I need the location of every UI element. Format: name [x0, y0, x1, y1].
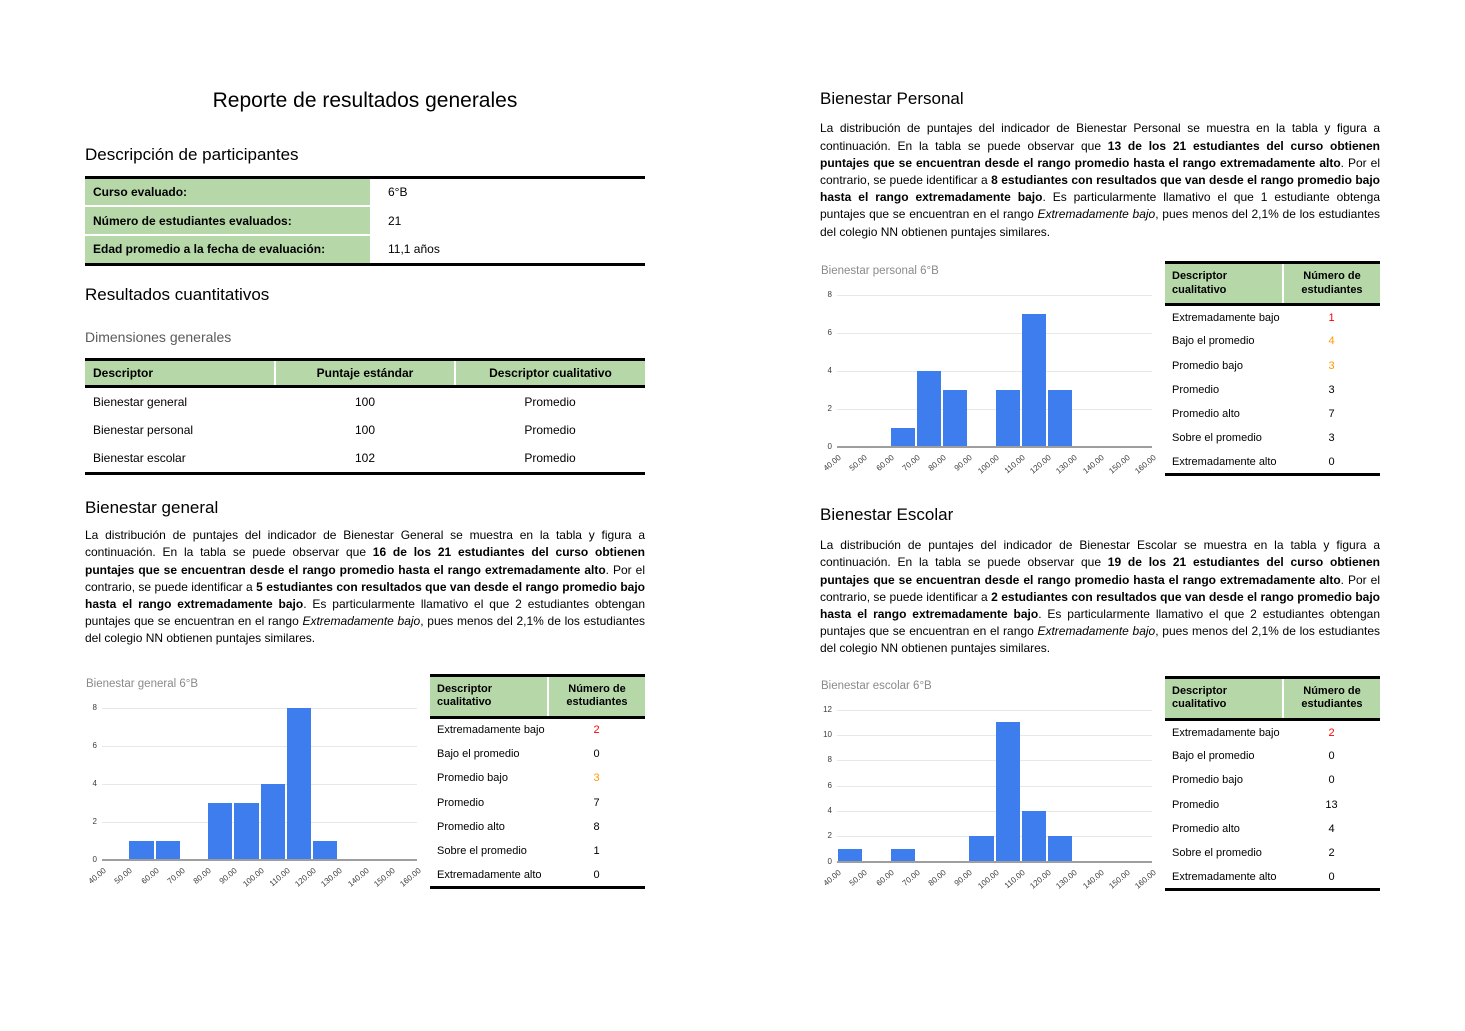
descriptor-label: Promedio alto: [1172, 822, 1240, 835]
distribution-row: [430, 815, 645, 839]
student-count: 13: [1325, 798, 1338, 811]
gridline: [102, 708, 417, 709]
x-axis-tick-label: 90.00: [217, 865, 240, 886]
x-axis-tick-label: 120.00: [1028, 452, 1053, 476]
distribution-table-head: [1165, 677, 1380, 720]
histogram-bar: [234, 803, 258, 860]
distribution-header-row: [430, 675, 645, 718]
y-axis-tick-label: 4: [827, 365, 832, 375]
section-heading-bienestar-escolar: Bienestar Escolar: [820, 504, 954, 524]
dimensions-column-header: Descriptor: [85, 359, 275, 386]
x-axis-tick-label: 140.00: [1080, 867, 1106, 891]
x-axis-tick-label: 50.00: [112, 865, 135, 886]
descriptor-label: Sobre el promedio: [1172, 847, 1262, 860]
student-count: 1: [1328, 311, 1335, 324]
dimensions-table: [85, 358, 645, 475]
x-axis-tick-label: 80.00: [926, 452, 948, 473]
count-column-header: Número de estudiantes: [548, 675, 645, 718]
histogram-bar: [891, 428, 915, 447]
student-count: 4: [1328, 822, 1335, 835]
dimension-name: Bienestar personal: [93, 422, 194, 437]
distribution-row: [1165, 402, 1380, 426]
descriptor-label: Promedio: [437, 796, 485, 809]
x-axis-tick-label: 160.00: [1133, 867, 1158, 891]
participants-value: 21: [388, 213, 402, 228]
report-page-1: [85, 0, 645, 900]
descriptor-label: Extremadamente alto: [437, 868, 542, 881]
y-axis-tick-label: 8: [92, 702, 97, 712]
distribution-row: [1165, 865, 1380, 889]
gridline: [837, 295, 1152, 296]
descriptor-label: Promedio: [1172, 383, 1220, 396]
count-column-header: Número de estudiantes: [1283, 262, 1380, 305]
distribution-row: [1165, 817, 1380, 841]
x-axis-tick-label: 80.00: [926, 867, 948, 888]
student-count: 0: [1328, 774, 1335, 787]
dimensions-column-header: Descriptor cualitativo: [455, 359, 645, 386]
text-run: 16 de los 21 estudiantes del curso obtienen puntajes que se encuentran desde el rango promedio hasta el rango extremadamente alto: [85, 545, 645, 577]
descriptor-label: Extremadamente alto: [1172, 870, 1277, 883]
histogram-bar: [129, 841, 153, 860]
distribution-header-row: [1165, 262, 1380, 305]
descriptor-label: Promedio bajo: [1172, 359, 1243, 372]
distribution-row: [1165, 305, 1380, 329]
distribution-table-escolar: [1165, 676, 1380, 892]
student-count: 1: [593, 845, 600, 858]
y-axis-tick-label: 0: [827, 856, 832, 866]
text-run: Extremadamente bajo: [1037, 207, 1156, 222]
histogram-bar: [1022, 811, 1046, 862]
histogram-bar: [943, 390, 967, 447]
student-count: 0: [1328, 870, 1335, 883]
x-axis-tick-label: 130.00: [319, 865, 345, 889]
text-run: La distribución de puntajes del indicador de Bienestar Escolar se muestra en la tabla y figura a continuación. En la tabla se puede observar que: [820, 538, 1380, 570]
x-axis-tick-label: 150.00: [1107, 452, 1132, 476]
gridline: [837, 409, 1152, 410]
gridline: [102, 746, 417, 747]
participants-value: 11,1 años: [388, 241, 440, 256]
text-run: . Es particularmente llamativo el que 1 estudiante obtenga puntajes que se encuentran en el rango: [820, 190, 1380, 222]
dimensions-row: [85, 444, 645, 473]
y-axis-tick-label: 8: [827, 289, 832, 299]
text-run: 19 de los 21 estudiantes del curso obtienen puntajes que se encuentran desde el rango promedio hasta el rango extremadamente alto: [820, 555, 1380, 587]
x-axis-line: [102, 859, 417, 861]
x-axis-tick-label: 160.00: [1133, 452, 1158, 476]
y-axis-tick-label: 2: [827, 831, 832, 841]
y-axis-tick-label: 10: [823, 729, 832, 739]
x-axis-tick-label: 140.00: [1080, 452, 1106, 476]
dimensions-row: [85, 386, 645, 415]
gridline: [837, 735, 1152, 736]
x-axis-tick-label: 140.00: [345, 865, 371, 889]
dimensions-row: [85, 415, 645, 444]
x-axis-tick-label: 50.00: [847, 867, 870, 888]
text-run: Extremadamente bajo: [1037, 624, 1156, 639]
histogram-bar: [156, 841, 180, 860]
student-count: 2: [1328, 726, 1335, 739]
student-count: 0: [1328, 750, 1335, 763]
distribution-row: [430, 766, 645, 790]
histogram-bar: [208, 803, 232, 860]
report-page-2: [820, 0, 1380, 902]
distribution-row: [430, 718, 645, 742]
dimensions-table-body: [85, 386, 645, 473]
y-axis-tick-label: 12: [823, 704, 832, 714]
x-axis-tick-label: 60.00: [139, 865, 161, 886]
x-axis-tick-label: 70.00: [900, 452, 922, 473]
descriptor-label: Extremadamente bajo: [437, 724, 545, 737]
student-count: 2: [1328, 847, 1335, 860]
x-axis-tick-label: 130.00: [1054, 867, 1080, 891]
section-paragraph-bienestar-general: [85, 527, 645, 647]
text-run: La distribución de puntajes del indicador de Bienestar Personal se muestra en la tabla y figura a continuación. En la tabla se puede observar que: [820, 121, 1380, 153]
dimensions-table-head: [85, 359, 645, 386]
x-axis-tick-label: 90.00: [952, 867, 975, 888]
distribution-row: [1165, 451, 1380, 475]
qualitative-descriptor: Promedio: [524, 451, 576, 466]
text-run: Extremadamente bajo: [302, 614, 421, 629]
distribution-row: [1165, 426, 1380, 450]
distribution-row: [1165, 720, 1380, 744]
section-paragraph-bienestar-escolar: [820, 537, 1380, 657]
histogram-bar: [996, 722, 1020, 861]
distribution-table-personal: [1165, 261, 1380, 477]
participants-value: 6°B: [388, 185, 408, 200]
dimensions-column-header: Puntaje estándar: [275, 359, 455, 386]
descriptor-label: Promedio alto: [1172, 408, 1240, 421]
distribution-row: [1165, 378, 1380, 402]
text-run: 13 de los 21 estudiantes del curso obtienen puntajes que se encuentran desde el rango promedio hasta el rango extremadamente alto: [820, 138, 1380, 170]
distribution-row: [1165, 744, 1380, 768]
qualitative-descriptor: Promedio: [524, 394, 576, 409]
histogram-bar: [1022, 314, 1046, 447]
student-count: 0: [593, 748, 600, 761]
distribution-table-head: [430, 675, 645, 718]
x-axis-tick-label: 80.00: [191, 865, 213, 886]
x-axis-tick-label: 70.00: [900, 867, 922, 888]
section-heading-bienestar-general: Bienestar general: [85, 497, 219, 517]
y-axis-tick-label: 0: [827, 441, 832, 451]
descriptor-label: Sobre el promedio: [437, 845, 527, 858]
x-axis-tick-label: 110.00: [1002, 452, 1027, 476]
student-count: 3: [593, 772, 600, 785]
chart-title: Bienestar general 6°B: [86, 677, 199, 690]
chart-row-general: [85, 678, 645, 900]
x-axis-tick-label: 50.00: [847, 452, 870, 473]
count-column-header: Número de estudiantes: [1283, 677, 1380, 720]
descriptor-label: Bajo el promedio: [1172, 335, 1255, 348]
student-count: 3: [1328, 383, 1335, 396]
x-axis-tick-label: 130.00: [1054, 452, 1080, 476]
x-axis-tick-label: 120.00: [293, 865, 318, 889]
descriptor-column-header: Descriptor cualitativo: [430, 675, 548, 718]
student-count: 3: [1328, 359, 1335, 372]
gridline: [837, 811, 1152, 812]
x-axis-tick-label: 100.00: [975, 452, 1001, 476]
y-axis-tick-label: 6: [827, 327, 832, 337]
gridline: [837, 760, 1152, 761]
section-heading-bienestar-personal: Bienestar Personal: [820, 89, 964, 108]
histogram-bar: [313, 841, 337, 860]
student-count: 8: [593, 820, 600, 833]
descriptor-label: Promedio bajo: [437, 772, 508, 785]
histogram-bar: [1048, 390, 1072, 447]
distribution-row: [1165, 329, 1380, 353]
distribution-row: [430, 790, 645, 814]
participants-table: [85, 176, 645, 266]
distribution-row: [430, 839, 645, 863]
x-axis-tick-label: 100.00: [975, 867, 1001, 891]
general-dimensions-heading: Dimensiones generales: [85, 328, 232, 345]
x-axis-tick-label: 60.00: [874, 452, 896, 473]
participants-label: Edad promedio a la fecha de evaluación:: [85, 235, 370, 264]
text-run: . Por el contrario, se puede identificar a: [820, 572, 1380, 604]
text-run: La distribución de puntajes del indicador de Bienestar General se muestra en la tabla y figura a continuación. En la tabla se puede observar que: [85, 528, 645, 560]
participants-row: [85, 177, 645, 206]
text-run: , pues menos del 2,1% de los estudiantes del colegio NN obtienen puntajes similares.: [820, 207, 1380, 239]
descriptor-column-header: Descriptor cualitativo: [1165, 262, 1283, 305]
standard-score: 102: [354, 451, 376, 466]
descriptor-label: Extremadamente bajo: [1172, 726, 1280, 739]
participants-label: Número de estudiantes evaluados:: [85, 206, 370, 235]
gridline: [837, 786, 1152, 787]
x-axis-tick-label: 150.00: [1107, 867, 1132, 891]
x-axis-tick-label: 40.00: [821, 452, 843, 473]
text-run: 2 estudiantes con resultados que van desde el rango promedio bajo hasta el rango extremadamente bajo: [820, 589, 1381, 622]
descriptor-label: Promedio bajo: [1172, 774, 1243, 787]
y-axis-tick-label: 2: [827, 403, 832, 413]
participants-row: [85, 235, 645, 264]
descriptor-column-header: Descriptor cualitativo: [1165, 677, 1283, 720]
dimensions-header-row: [85, 359, 645, 386]
text-run: . Por el contrario, se puede identificar a: [820, 155, 1380, 187]
descriptor-label: Bajo el promedio: [437, 748, 520, 761]
student-count: 4: [1328, 335, 1335, 348]
chart-row-personal: [820, 265, 1380, 487]
histogram-bar: [261, 784, 285, 860]
participants-heading: Descripción de participantes: [85, 145, 299, 165]
distribution-row: [430, 863, 645, 887]
histogram-bienestar-escolar: [820, 680, 1157, 902]
histogram-bar: [917, 371, 941, 447]
distribution-table-body: [1165, 720, 1380, 890]
y-axis-tick-label: 4: [827, 805, 832, 815]
x-axis-line: [837, 861, 1152, 863]
distribution-table-general: [430, 674, 645, 890]
text-run: 5 estudiantes con resultados que van desde el rango promedio bajo hasta el rango extremadamente bajo: [85, 579, 646, 611]
distribution-table-body: [430, 718, 645, 888]
student-count: 2: [593, 724, 600, 737]
descriptor-label: Bajo el promedio: [1172, 750, 1255, 763]
text-run: , pues menos del 2,1% de los estudiantes del colegio NN obtienen puntajes similares.: [820, 624, 1380, 656]
distribution-table-head: [1165, 262, 1380, 305]
histogram-bar: [1048, 836, 1072, 861]
x-axis-line: [837, 446, 1152, 448]
y-axis-tick-label: 2: [92, 816, 97, 826]
y-axis-tick-label: 4: [92, 778, 97, 788]
y-axis-tick-label: 8: [827, 755, 832, 765]
histogram-bar: [996, 390, 1020, 447]
gridline: [837, 333, 1152, 334]
histogram-bienestar-general: [85, 678, 422, 900]
text-run: 8 estudiantes con resultados que van desde el rango promedio bajo hasta el rango extremadamente bajo: [820, 173, 1381, 205]
distribution-row: [1165, 793, 1380, 817]
x-axis-tick-label: 110.00: [267, 865, 292, 888]
histogram-bienestar-personal: [820, 265, 1157, 487]
distribution-table-body: [1165, 305, 1380, 475]
histogram-bar: [287, 708, 311, 860]
histogram-bar: [969, 836, 993, 861]
standard-score: 100: [354, 422, 376, 437]
chart-row-escolar: [820, 680, 1380, 902]
distribution-row: [430, 742, 645, 766]
dimension-name: Bienestar escolar: [93, 451, 186, 466]
student-count: 0: [1328, 455, 1335, 468]
gridline: [837, 371, 1152, 372]
participants-table-body: [85, 177, 645, 264]
x-axis-tick-label: 120.00: [1028, 867, 1053, 891]
text-run: . Es particularmente llamativo el que 2 estudiantes obtengan puntajes que se encuentran en el rango: [85, 596, 645, 629]
x-axis-tick-label: 100.00: [240, 865, 266, 889]
x-axis-tick-label: 60.00: [874, 867, 896, 888]
student-count: 3: [1328, 432, 1335, 445]
quantitative-results-heading: Resultados cuantitativos: [85, 284, 270, 304]
student-count: 7: [1328, 408, 1335, 421]
y-axis-tick-label: 6: [827, 780, 832, 790]
text-run: . Por el contrario, se puede identificar a: [85, 562, 645, 594]
x-axis-tick-label: 160.00: [398, 865, 423, 889]
descriptor-label: Extremadamente alto: [1172, 455, 1277, 468]
report-title: Reporte de resultados generales: [212, 89, 518, 112]
qualitative-descriptor: Promedio: [524, 422, 576, 437]
chart-title: Bienestar personal 6°B: [821, 264, 939, 277]
distribution-row: [1165, 353, 1380, 377]
x-axis-tick-label: 40.00: [86, 865, 108, 886]
x-axis-tick-label: 110.00: [1002, 867, 1027, 890]
x-axis-tick-label: 90.00: [952, 452, 975, 473]
section-paragraph-bienestar-personal: [820, 120, 1380, 240]
student-count: 7: [593, 796, 600, 809]
descriptor-label: Extremadamente bajo: [1172, 311, 1280, 324]
dimension-name: Bienestar general: [93, 394, 188, 409]
distribution-row: [1165, 768, 1380, 792]
text-run: , pues menos del 2,1% de los estudiantes del colegio NN obtienen puntajes similares.: [85, 614, 645, 646]
descriptor-label: Promedio alto: [437, 820, 505, 833]
gridline: [102, 784, 417, 785]
gridline: [837, 710, 1152, 711]
y-axis-tick-label: 0: [92, 854, 97, 864]
x-axis-tick-label: 150.00: [372, 865, 397, 889]
participants-row: [85, 206, 645, 235]
x-axis-tick-label: 40.00: [821, 867, 843, 888]
gridline: [102, 822, 417, 823]
distribution-row: [1165, 841, 1380, 865]
participants-label: Curso evaluado:: [85, 177, 370, 206]
text-run: . Es particularmente llamativo el que 2 estudiantes obtengan puntajes que se encuentran en el rango: [820, 607, 1380, 639]
y-axis-tick-label: 6: [92, 740, 97, 750]
standard-score: 100: [354, 394, 376, 409]
student-count: 0: [593, 868, 600, 881]
x-axis-tick-label: 70.00: [165, 865, 187, 886]
descriptor-label: Sobre el promedio: [1172, 432, 1262, 445]
gridline: [837, 836, 1152, 837]
distribution-header-row: [1165, 677, 1380, 720]
chart-title: Bienestar escolar 6°B: [821, 679, 932, 692]
descriptor-label: Promedio: [1172, 798, 1220, 811]
